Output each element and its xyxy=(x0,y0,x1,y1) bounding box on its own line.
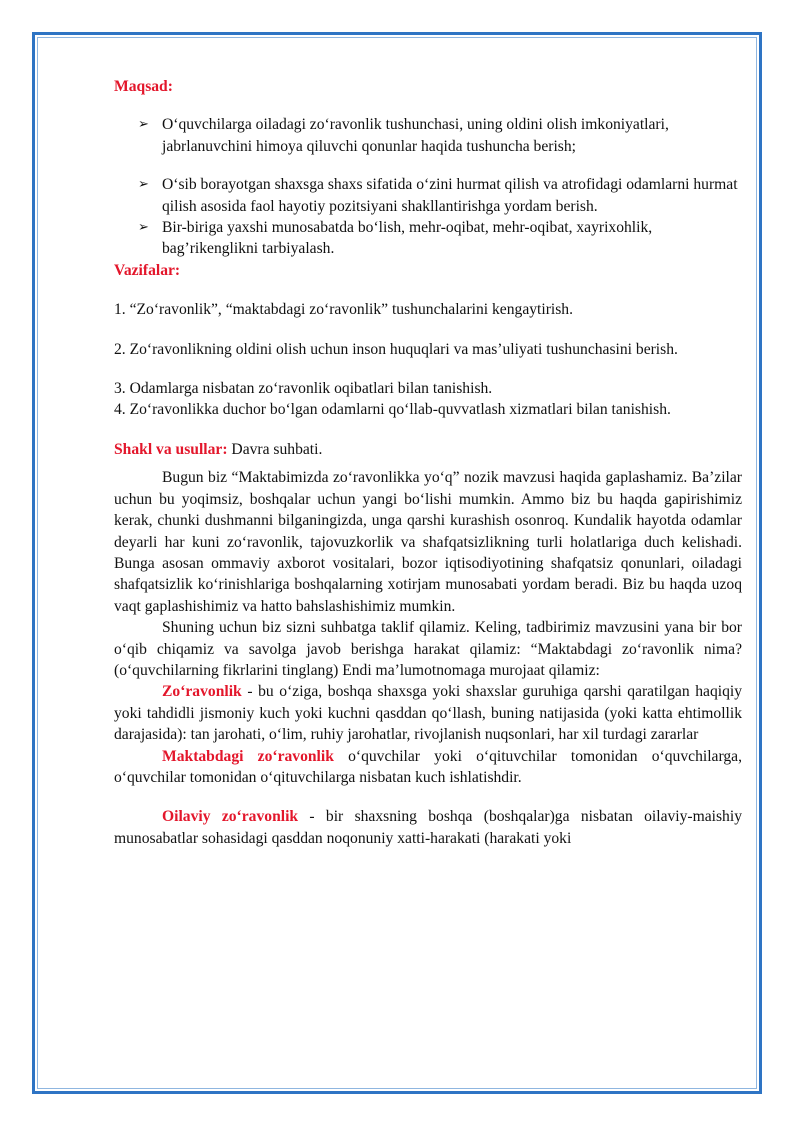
vazifalar-heading: Vazifalar: xyxy=(114,261,181,279)
definition-term: Oilaviy zo‘ravonlik xyxy=(162,808,299,826)
definition-violence xyxy=(114,681,742,745)
definition-term: Zo‘ravonlik xyxy=(162,683,242,701)
definition-school-violence xyxy=(114,746,742,789)
paragraph: Bugun biz “Maktabimizda zo‘ravonlikka yo‘q” nozik mavzusi haqida gaplashamiz. Ba’zilar uchun bu yoqimsiz, boshqalar uchun yangi bo‘lishi mumkin. Ammo biz bu haqda gapirishimiz kerak, chunki dushmanni bilganingizda, unga qarshi kurashish osonroq. Kundalik hayotda odamlar deyarli har kuni zo‘ravonlik, tajovuzkorlik va shafqatsizlikning turli holatlariga duch kelishadi. Bunga asosan ommaviy axborot vositalari, bozor iqtisodiyotining shafqatsiz qonunlari, oiladagi shafqatsizlik ko‘rinishlariga boshqalarning xotirjam munosabati yordam beradi. Biz bu haqda uzoq vaqt gaplashishimiz va hatto bahslashishimiz mumkin. xyxy=(114,469,742,615)
arrow-bullet-icon: ➢ xyxy=(138,177,149,193)
definition-text: o‘quvchilar yoki o‘qituvchilar tomonidan o‘quvchilarga, o‘quvchilar tomonidan o‘qituvchilarga nisbatan kuch ishlatishdir. xyxy=(114,747,742,786)
shakl-value: Davra suhbati. xyxy=(227,440,323,458)
paragraph: Shuning uchun biz sizni suhbatga taklif qilamiz. Keling, tadbirimiz mavzusini yana bir bor o‘qib chiqamiz va savolga javob berishga harakat qilamiz: “Maktabdagi zo‘ravonlik nima? (o‘quvchilarning fikrlarini tinglang) Endi ma’lumotnomaga murojaat qilamiz: xyxy=(114,619,742,679)
shakl-line xyxy=(114,439,742,460)
list-item: ➢ O‘sib borayotgan shaxsga shaxs sifatida o‘zini hurmat qilish va atrofidagi odamlarni hurmat qilish asosida faol hayotiy pozitsiyani shakllantirishga yordam berish. xyxy=(138,176,738,215)
vazifa-item: 3. Odamlarga nisbatan zo‘ravonlik oqibatlari bilan tanishish. xyxy=(114,380,493,398)
definition-text: - bu o‘ziga, boshqa shaxsga yoki shaxslar guruhiga qarshi qaratilgan haqiqiy yoki tahdidli jismoniy kuch yoki kuchni qasddan qo‘llash, buning natijasida (yoki katta ehtimollik darajasida): tan jarohati, o‘lim, ruhiy jarohatlar, rivojlanish nuqsonlari, har xil turdagi zararlar xyxy=(114,683,742,744)
definition-family-violence xyxy=(114,806,742,849)
vazifa-item: 2. Zo‘ravonlikning oldini olish uchun inson huquqlari va mas’uliyati tushunchasini berish. xyxy=(114,340,678,358)
maqsad-heading: Maqsad: xyxy=(114,78,173,95)
list-item: ➢ O‘quvchilarga oiladagi zo‘ravonlik tushunchasi, uning oldini olish imkoniyatlari, jabrlanuvchini himoya qiluvchi qonunlar haqida tushuncha berish; xyxy=(138,116,669,155)
definition-term: Maktabdagi zo‘ravonlik xyxy=(162,747,334,765)
definition-text: - bir shaxsning boshqa (boshqalar)ga nisbatan oilaviy-maishiy munosabatlar sohasidagi qasddan noqonuniy xatti-harakati (harakati yoki xyxy=(114,808,742,847)
document-body xyxy=(114,76,742,849)
list-item: ➢ Bir-biriga yaxshi munosabatda bo‘lish, mehr-oqibat, mehr-oqibat, xayrixohlik, bag’rikenglikni tarbiyalash. xyxy=(138,219,653,258)
vazifa-item: 4. Zo‘ravonlikka duchor bo‘lgan odamlarni qo‘llab-quvvatlash xizmatlari bilan tanishish. xyxy=(114,401,671,419)
shakl-label: Shakl va usullar: xyxy=(114,440,228,458)
arrow-bullet-icon: ➢ xyxy=(138,117,149,133)
arrow-bullet-icon: ➢ xyxy=(138,220,149,236)
vazifa-item: 1. “Zo‘ravonlik”, “maktabdagi zo‘ravonlik” tushunchalarini kengaytirish. xyxy=(114,301,573,319)
maqsad-list xyxy=(114,114,742,259)
